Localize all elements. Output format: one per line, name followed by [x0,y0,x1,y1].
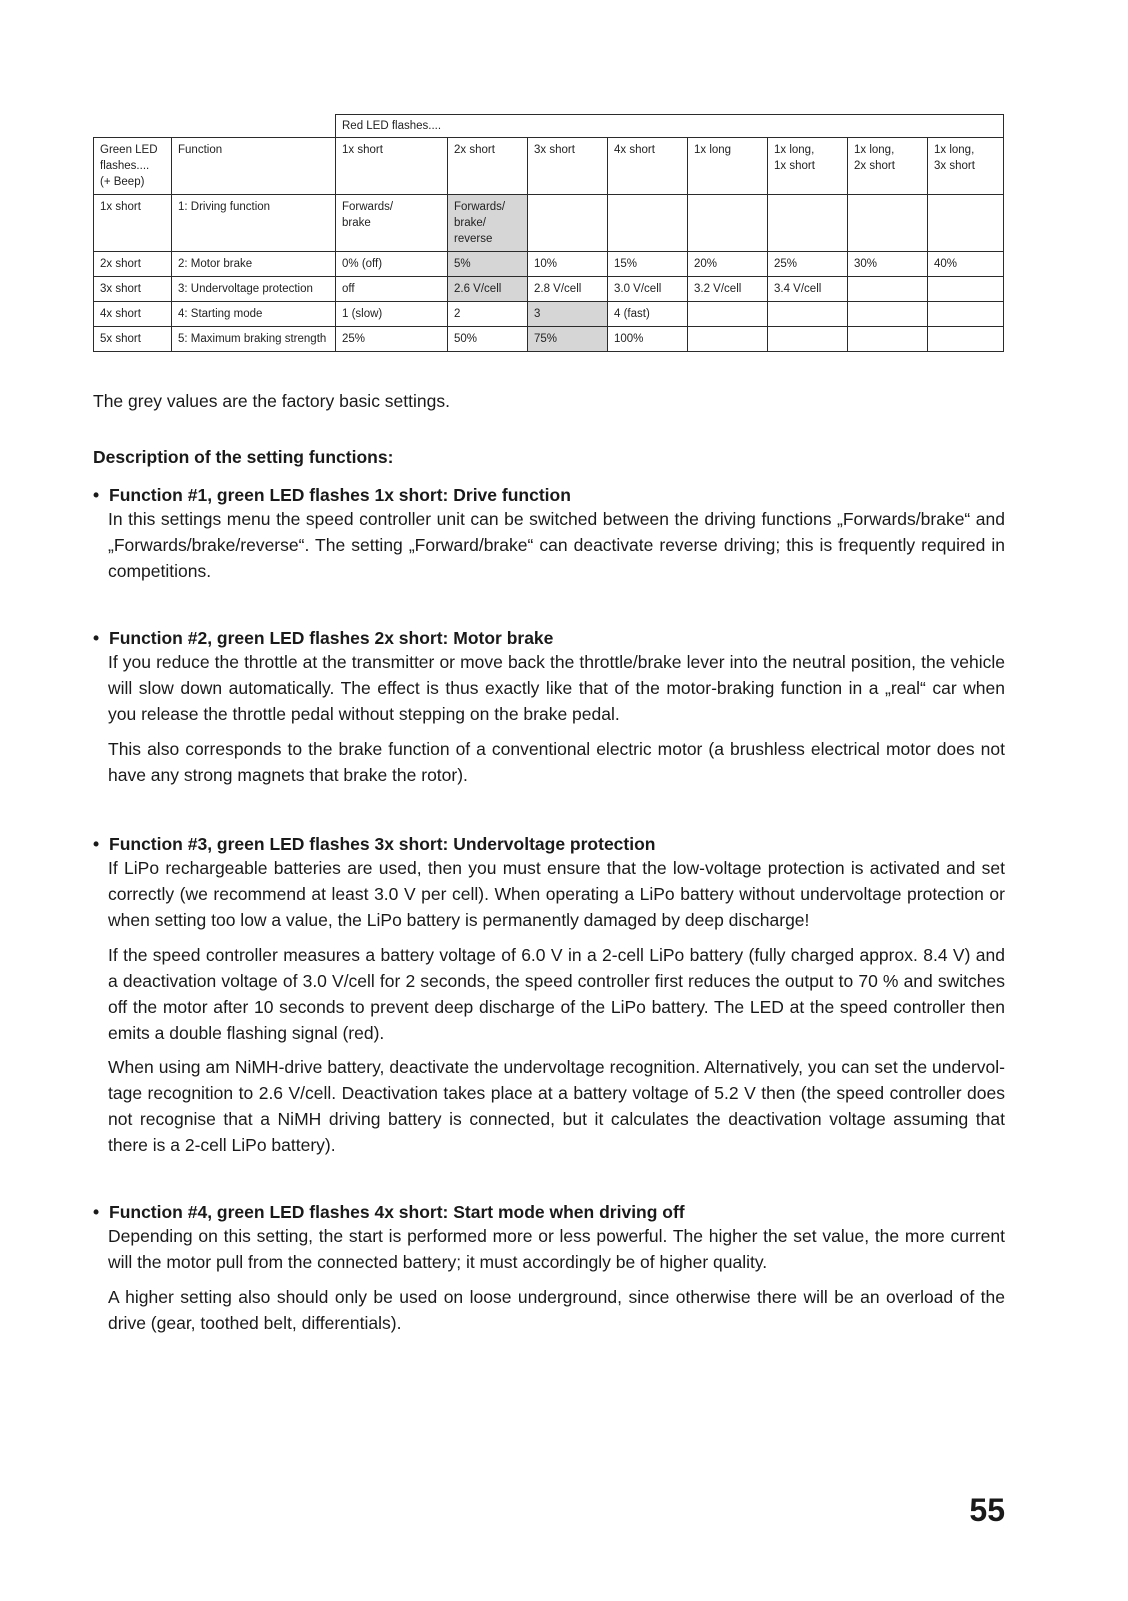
value-cell [688,302,768,327]
value-cell [768,195,848,252]
value-cell: 3.2 V/cell [688,277,768,302]
bullet-icon: • [93,1202,100,1222]
function-4-paragraph: Depending on this setting, the start is performed more or less powerful. The higher the set value, the more current will the motor pull from the connected battery; it must accordingly be of higher quality. [108,1226,1005,1272]
bullet-icon: • [93,834,100,854]
function-3-paragraph: When using am NiMH-drive battery, deactivate the undervoltage recognition. Alternatively, you can set the undervol-tage recognition to 2.6 V/cell. Deactivation takes place at a battery voltage of 5.2 V then (the speed controller does not recognise that a NiMH driving battery is connected, but it calculates the deactivation voltage assuming that there is a 2-cell LiPo battery). [108,1057,1005,1155]
row-function-cell: 3: Undervoltage protection [172,277,336,302]
col-header-3x-short: 3x short [528,138,608,195]
table-row [94,302,1004,327]
row-green-cell: 4x short [94,302,172,327]
row-green-cell: 3x short [94,277,172,302]
value-cell: 3.0 V/cell [608,277,688,302]
row-green-cell: 1x short [94,195,172,252]
col-header-1x-long-1x-short: 1x long, 1x short [768,138,848,195]
value-cell [528,195,608,252]
value-cell [848,302,928,327]
col-header-1x-long-3x-short: 1x long, 3x short [928,138,1004,195]
col-header-1x-short: 1x short [336,138,448,195]
table-row [94,277,1004,302]
value-cell: Forwards/ brake [336,195,448,252]
function-1-paragraph: In this settings menu the speed controller unit can be switched between the driving functions „Forwards/brake“ and „Forwards/brake/reverse“. The setting „Forward/brake“ can deactivate reverse driving; this is frequently required in competitions. [108,509,1005,581]
value-cell: 15% [608,252,688,277]
value-cell-default: 75% [528,327,608,352]
col-header-1x-long: 1x long [688,138,768,195]
function-3-title: • Function #3, green LED flashes 3x short: Undervoltage protection [93,831,1013,857]
value-cell [688,195,768,252]
value-cell: 30% [848,252,928,277]
value-cell [848,277,928,302]
col-header-4x-short: 4x short [608,138,688,195]
col-header-function: Function [172,138,336,195]
bullet-icon: • [93,628,100,648]
value-cell [928,195,1004,252]
row-green-cell: 5x short [94,327,172,352]
table-column-headers [94,138,1004,195]
function-3-paragraph: If the speed controller measures a battery voltage of 6.0 V in a 2-cell LiPo battery (fully charged approx. 8.4 V) and a deactivation voltage of 3.0 V/cell for 2 seconds, the speed controller first reduces the output to 70 % and switches off the motor after 10 seconds to prevent deep discharge of the LiPo battery. The LED at the speed controller then emits a double flashing signal (red). [108,945,1005,1043]
value-cell: 20% [688,252,768,277]
value-cell [688,327,768,352]
value-cell-default: Forwards/ brake/ reverse [448,195,528,252]
value-cell-default: 3 [528,302,608,327]
table-corner [94,115,336,138]
value-cell [768,327,848,352]
section-heading: Description of the setting functions: [93,447,394,467]
function-4-title: • Function #4, green LED flashes 4x short: Start mode when driving off [93,1199,1013,1225]
led-settings-table [93,114,1004,352]
value-cell [928,277,1004,302]
value-cell-default: 2.6 V/cell [448,277,528,302]
function-3-paragraph: If LiPo rechargeable batteries are used, then you must ensure that the low-voltage protection is activated and set correctly (we recommend at least 3.0 V per cell). When operating a LiPo battery without undervoltage protection or when setting too low a value, the LiPo battery is permanently damaged by deep discharge! [108,858,1005,930]
value-cell: off [336,277,448,302]
value-cell [928,302,1004,327]
value-cell: 4 (fast) [608,302,688,327]
table-row [94,252,1004,277]
value-cell: 2 [448,302,528,327]
row-function-cell: 5: Maximum braking strength [172,327,336,352]
value-cell: 2.8 V/cell [528,277,608,302]
red-led-header: Red LED flashes.... [336,115,1004,138]
function-2-paragraph: If you reduce the throttle at the transmitter or move back the throttle/brake lever into the neutral position, the vehicle will slow down automatically. The effect is thus exactly like that of the motor-braking function in a „real“ car when you release the throttle pedal without stepping on the brake pedal. [108,652,1005,724]
page-number: 55 [969,1492,1005,1528]
row-green-cell: 2x short [94,252,172,277]
value-cell [848,327,928,352]
value-cell [928,327,1004,352]
function-2-paragraph: This also corresponds to the brake function of a conventional electric motor (a brushless electrical motor does not have any strong magnets that brake the rotor). [108,739,1005,785]
table-row [94,195,1004,252]
function-1-title: • Function #1, green LED flashes 1x short: Drive function [93,482,1013,508]
value-cell: 100% [608,327,688,352]
value-cell: 1 (slow) [336,302,448,327]
value-cell: 50% [448,327,528,352]
col-header-1x-long-2x-short: 1x long, 2x short [848,138,928,195]
value-cell [768,302,848,327]
bullet-icon: • [93,485,100,505]
factory-settings-note: The grey values are the factory basic settings. [93,391,450,411]
table-header-red [94,115,1004,138]
value-cell: 0% (off) [336,252,448,277]
row-function-cell: 2: Motor brake [172,252,336,277]
value-cell: 25% [768,252,848,277]
col-header-2x-short: 2x short [448,138,528,195]
table-row [94,327,1004,352]
value-cell: 40% [928,252,1004,277]
function-2-title: • Function #2, green LED flashes 2x short: Motor brake [93,625,1013,651]
row-function-cell: 4: Starting mode [172,302,336,327]
value-cell: 3.4 V/cell [768,277,848,302]
col-header-green: Green LED flashes.... (+ Beep) [94,138,172,195]
row-function-cell: 1: Driving function [172,195,336,252]
value-cell: 10% [528,252,608,277]
value-cell [848,195,928,252]
value-cell-default: 5% [448,252,528,277]
value-cell [608,195,688,252]
function-4-paragraph: A higher setting also should only be used on loose underground, since otherwise there will be an overload of the drive (gear, toothed belt, differentials). [108,1287,1005,1333]
value-cell: 25% [336,327,448,352]
